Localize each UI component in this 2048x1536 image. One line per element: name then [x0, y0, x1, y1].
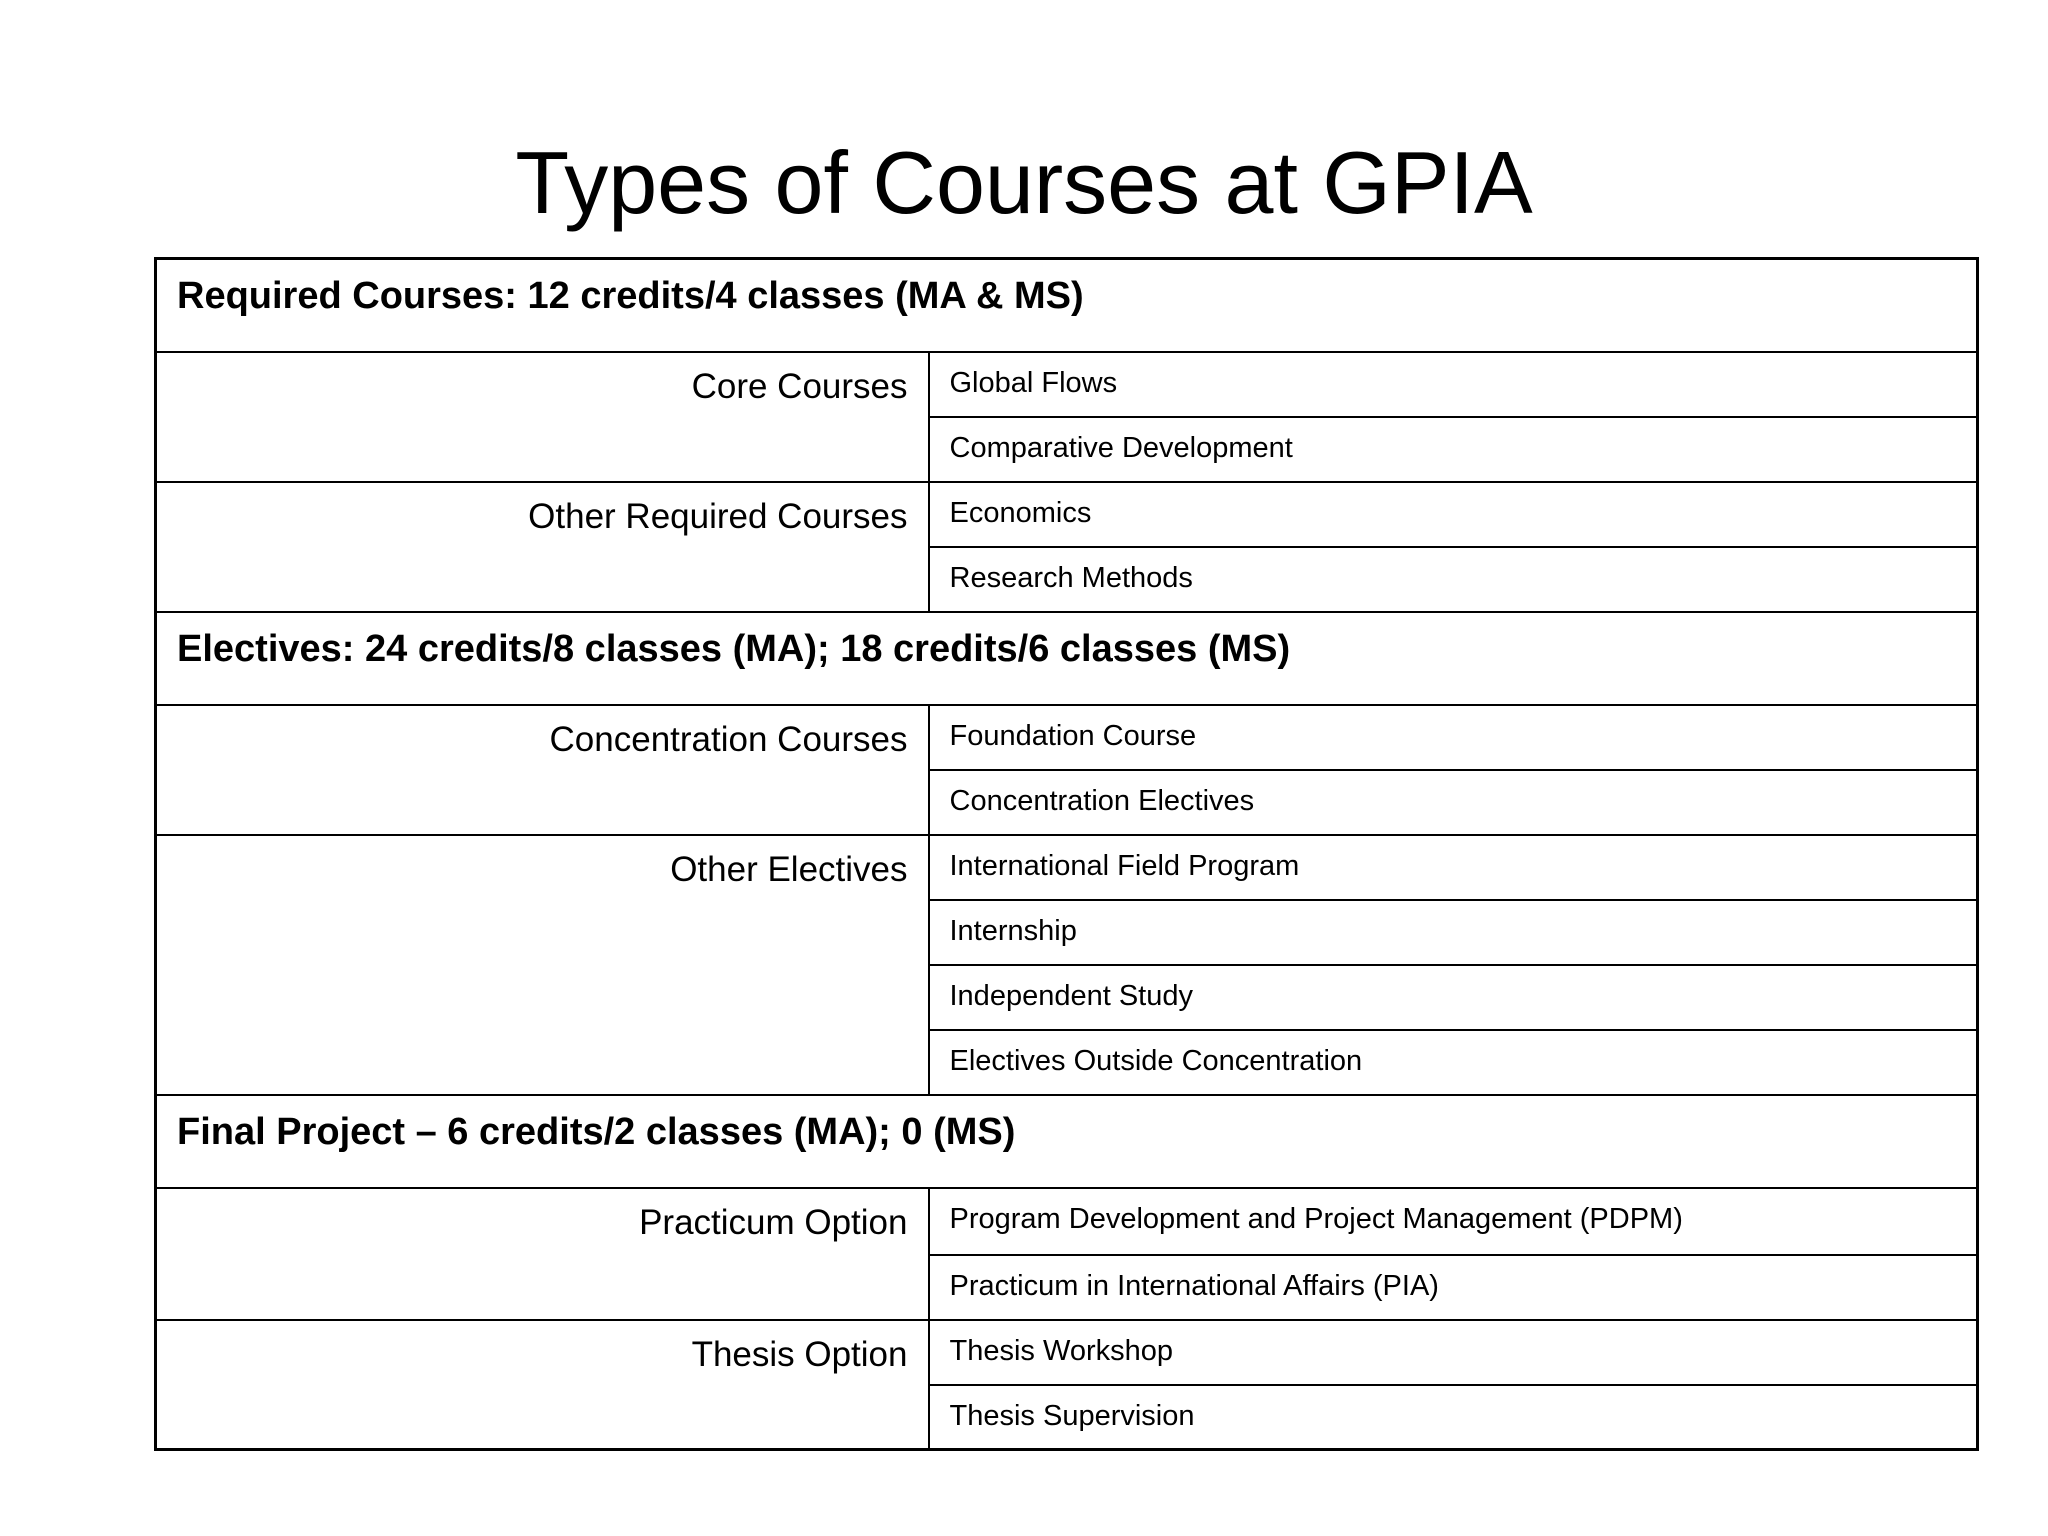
course-cell: Internship	[929, 900, 1978, 965]
category-label: Thesis Option	[156, 1320, 929, 1450]
section-row-required	[156, 259, 1978, 352]
section-row-final-project	[156, 1095, 1978, 1188]
course-cell: Thesis Workshop	[929, 1320, 1978, 1385]
course-cell: International Field Program	[929, 835, 1978, 900]
course-cell: Practicum in International Affairs (PIA)	[929, 1255, 1978, 1320]
table-row	[156, 1320, 1978, 1385]
category-label: Core Courses	[156, 352, 929, 482]
section-heading: Electives: 24 credits/8 classes (MA); 18 credits/6 classes (MS)	[156, 612, 1978, 705]
category-label: Other Required Courses	[156, 482, 929, 612]
course-cell: Independent Study	[929, 965, 1978, 1030]
table-row	[156, 482, 1978, 547]
section-heading: Required Courses: 12 credits/4 classes (MA & MS)	[156, 259, 1978, 352]
table-row	[156, 835, 1978, 900]
section-row-electives	[156, 612, 1978, 705]
category-label: Other Electives	[156, 835, 929, 1095]
course-cell: Concentration Electives	[929, 770, 1978, 835]
slide-title: Types of Courses at GPIA	[515, 133, 1533, 232]
course-cell: Electives Outside Concentration	[929, 1030, 1978, 1095]
category-label: Practicum Option	[156, 1188, 929, 1320]
table-row	[156, 352, 1978, 417]
course-cell: Research Methods	[929, 547, 1978, 612]
course-cell: Foundation Course	[929, 705, 1978, 770]
course-types-table	[154, 257, 1979, 1451]
table-row	[156, 705, 1978, 770]
course-cell: Comparative Development	[929, 417, 1978, 482]
table-row	[156, 1188, 1978, 1255]
course-cell: Program Development and Project Management (PDPM)	[929, 1188, 1978, 1255]
course-cell: Economics	[929, 482, 1978, 547]
category-label: Concentration Courses	[156, 705, 929, 835]
section-heading: Final Project – 6 credits/2 classes (MA); 0 (MS)	[156, 1095, 1978, 1188]
course-cell: Global Flows	[929, 352, 1978, 417]
course-cell: Thesis Supervision	[929, 1385, 1978, 1450]
